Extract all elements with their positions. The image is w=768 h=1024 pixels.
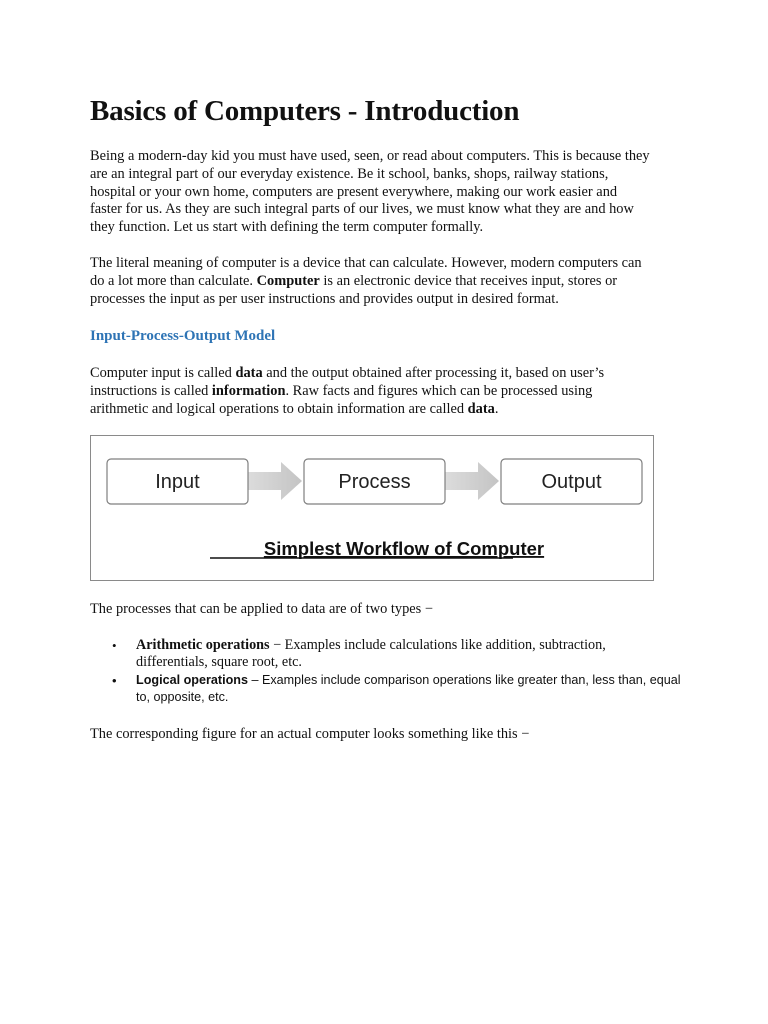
- ipo-line: [90, 365, 686, 383]
- page-title: Basics of Computers - Introduction: [90, 95, 520, 127]
- section-heading: Input-Process-Output Model: [90, 328, 276, 344]
- ipo-line: [90, 401, 686, 419]
- ipo-text: . Raw facts and figures which can be processed using: [285, 382, 593, 399]
- operation-desc: − Examples include calculations like addition, subtraction,: [269, 637, 606, 653]
- arrow-process-to-output: [445, 462, 499, 500]
- ipo-text: and the output obtained after processing it, based on user’s: [262, 365, 605, 381]
- term-information: information: [211, 382, 286, 399]
- term-computer: Computer: [256, 272, 320, 289]
- ipo-text: .: [494, 400, 499, 417]
- definition-line: processes the input as per user instructions and provides output in desired format.: [90, 290, 559, 307]
- bullet: •: [112, 672, 117, 688]
- intro-line: they function. Let us start with defining the term computer formally.: [90, 219, 484, 236]
- ipo-text: instructions is called: [90, 382, 212, 399]
- definition-line: The literal meaning of computer is a device that can calculate. However, modern computers can: [90, 255, 642, 271]
- definition-text: do a lot more than calculate.: [90, 272, 257, 289]
- closing-text: The corresponding figure for an actual computer looks something like this −: [90, 726, 530, 742]
- process-box-label: Process: [338, 471, 411, 493]
- process-box: [304, 459, 445, 504]
- intro-line: hospital or your own home, computers are present everywhere, making our work easier and: [90, 183, 618, 200]
- input-box-label: Input: [155, 471, 200, 493]
- definition-line: [90, 273, 686, 291]
- output-box-label: Output: [541, 471, 602, 493]
- figure-caption: Simplest Workflow of Computer: [263, 538, 545, 559]
- ipo-paragraph: [90, 365, 686, 418]
- operation-name: Logical operations: [136, 672, 248, 687]
- input-box: [107, 459, 248, 504]
- list-item: [90, 672, 690, 706]
- closing-paragraph: [90, 726, 686, 744]
- term-data: data: [235, 365, 263, 381]
- output-box: [501, 459, 642, 504]
- definition-paragraph: [90, 255, 686, 308]
- intro-line: are an integral part of our everyday existence. Be it school, banks, shops, railway stations,: [90, 165, 609, 182]
- workflow-diagram: [91, 436, 655, 582]
- operation-desc: – Examples include comparison operations like greater than, less than, equal: [247, 672, 681, 687]
- term-data: data: [467, 400, 495, 417]
- intro-paragraph: [90, 148, 686, 237]
- operations-list: [90, 637, 690, 706]
- operation-line: [136, 637, 690, 654]
- arrow-input-to-process: [248, 462, 302, 500]
- operation-name: Arithmetic operations: [136, 637, 270, 653]
- intro-line: faster for us. As they are such integral parts of our lives, we must know what they are and how: [90, 201, 634, 218]
- intro-line: Being a modern-day kid you must have used, seen, or read about computers. This is because they: [90, 148, 650, 164]
- operation-line: [136, 672, 690, 689]
- operation-line: to, opposite, etc.: [136, 690, 229, 705]
- workflow-figure: [90, 435, 654, 581]
- ipo-text: arithmetic and logical operations to obtain information are called: [90, 400, 468, 417]
- list-item: [90, 637, 690, 672]
- bullet: •: [112, 638, 117, 653]
- ipo-text: Computer input is called: [90, 365, 236, 381]
- definition-text: is an electronic device that receives input, stores or: [319, 272, 618, 289]
- operation-line: differentials, square root, etc.: [136, 654, 302, 671]
- processes-intro-text: The processes that can be applied to data are of two types −: [90, 601, 433, 617]
- processes-intro: [90, 601, 686, 619]
- ipo-line: [90, 383, 686, 401]
